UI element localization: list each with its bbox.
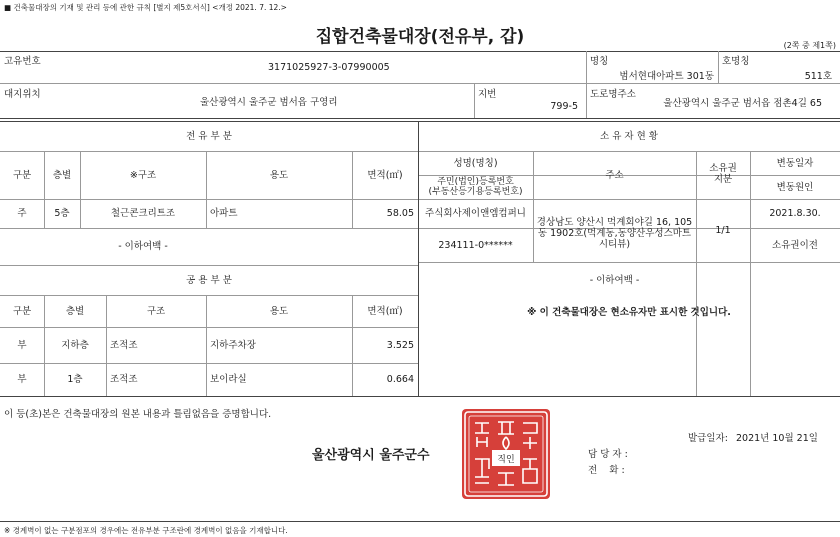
owner-header-change-reason: 변동원인: [776, 181, 814, 193]
ho-name-value: 511호: [804, 71, 832, 82]
excl-header-gubun: 구분: [12, 169, 32, 181]
owner-notice: ※ 이 건축물대장은 현소유자만 표시한 것입니다.: [527, 306, 731, 318]
owner-address-line3: 시티뷰): [598, 239, 631, 250]
footer-divider: [0, 521, 840, 522]
common-row2-floor: 1층: [67, 374, 83, 385]
issuer-name: 울산광역시 울주군수: [312, 448, 430, 463]
lot-value: 799-5: [550, 101, 578, 112]
common-header-floor: 층별: [65, 305, 85, 317]
info-bottom-border: [0, 118, 840, 119]
common-row2-area: 0.664: [386, 374, 414, 385]
officer-label: 담 당 자 :: [588, 449, 628, 460]
form-regulation-note: ■ 건축물대장의 기재 및 관리 등에 관한 규칙 [별지 제5호서식] <개정 2021. 7. 12.>: [4, 3, 287, 12]
common-header-structure: 구조: [146, 305, 166, 317]
document-title: 집합건축물대장(전유부, 갑): [315, 27, 525, 47]
owner-header-share: [696, 163, 750, 185]
bottom-note: ※ 경계벽이 없는 구분점포의 경우에는 전유부분 구조란에 경계벽이 없음을 기재합니다.: [4, 526, 288, 535]
owner-address-line2: 동 1902호(먹계동,동양산우성스마트: [537, 228, 692, 239]
common-row1-gubun: 부: [17, 339, 27, 351]
excl-row-gubun: 주: [17, 208, 27, 219]
name-value: 범서현대아파트 301동: [619, 71, 714, 82]
ho-name-label: 호명칭: [722, 56, 750, 67]
common-row2-gubun: 부: [17, 374, 27, 385]
info-vline-1: [586, 51, 587, 83]
road-label: 도로명주소: [590, 89, 636, 100]
owner-address-line1: 경상남도 양산시 먹계회야길 16, 105: [536, 217, 693, 228]
excl-row-area: 58.05: [386, 208, 414, 219]
official-seal: [462, 409, 550, 499]
phone-label: 전 화 :: [588, 465, 625, 476]
owner-section-title: 소 유 자 현 황: [600, 130, 658, 142]
site-value: 울산광역시 울주군 범서읍 구영리: [200, 97, 338, 108]
common-row2-use: 보이라실: [210, 374, 247, 385]
owner-header-address: 주소: [605, 169, 624, 181]
common-header-use: 용도: [269, 305, 289, 317]
excl-header-area: 면적(㎡): [367, 169, 403, 181]
owner-share: 1/1: [715, 225, 731, 236]
seal-label: 직인: [497, 455, 515, 465]
info-vline-3: [474, 83, 475, 118]
excl-blank-note: - 이하여백 -: [118, 241, 168, 252]
excl-header-floor: 층별: [52, 169, 72, 181]
info-divider: [0, 83, 840, 84]
info-vline-2: [718, 51, 719, 83]
road-value: 울산광역시 울주군 범서읍 점촌4길 65: [663, 98, 822, 109]
owner-blank-note: - 이하여백 -: [589, 274, 640, 286]
excl-row-use: 아파트: [210, 208, 238, 219]
info-vline-4: [586, 83, 587, 118]
info-top-border: [0, 51, 840, 52]
owner-id: 234111-0******: [438, 239, 513, 251]
owner-header-id: [418, 177, 533, 197]
excl-row-floor: 5층: [54, 208, 70, 219]
common-row2-structure: 조적조: [110, 374, 138, 385]
owner-change-reason: 소유권이전: [772, 239, 818, 251]
common-header-gubun: 구분: [12, 305, 32, 317]
excl-header-structure: ※구조: [129, 169, 157, 181]
exclusive-section-title: 전 유 부 분: [186, 130, 232, 142]
table-bottom-border: [0, 396, 840, 397]
owner-header-name: 성명(명칭): [453, 157, 498, 169]
owner-header-change-date: 변동일자: [776, 157, 814, 169]
lot-label: 지번: [478, 89, 497, 100]
owner-header-share-line1: 소유권: [709, 163, 737, 174]
common-row1-structure: 조적조: [110, 339, 138, 351]
unique-no-value: 3171025927-3-07990005: [268, 62, 390, 73]
owner-header-id-line1: 주민(법인)등록번호: [437, 177, 514, 187]
excl-header-use: 용도: [269, 169, 289, 181]
owner-header-id-line2: (부동산등기용등록번호): [428, 187, 523, 197]
owner-name: 주식회사제이앤엠컴퍼니: [425, 208, 526, 219]
page-indicator: (2쪽 중 제1쪽): [783, 41, 836, 50]
owner-header-share-line2: 지분: [713, 174, 733, 185]
issue-date-label: 발급일자:: [688, 433, 728, 444]
excl-row-structure: 철근콘크리트조: [110, 208, 176, 219]
common-section-title: 공 용 부 분: [186, 274, 232, 286]
site-label: 대지위치: [4, 89, 41, 100]
issue-date: 2021년 10월 21일: [736, 433, 818, 444]
common-row1-floor: 지하층: [61, 339, 89, 351]
owner-change-date: 2021.8.30.: [769, 208, 821, 219]
unique-no-label: 고유번호: [4, 56, 41, 67]
common-row1-use: 지하주차장: [210, 339, 256, 351]
certify-statement: 이 등(초)본은 건축물대장의 원본 내용과 틀림없음을 증명합니다.: [4, 409, 272, 420]
common-header-area: 면적(㎡): [367, 305, 403, 317]
owner-v2: [696, 151, 697, 396]
name-label: 명칭: [590, 56, 609, 67]
owner-address: [533, 217, 696, 250]
common-row1-area: 3.525: [386, 339, 414, 351]
